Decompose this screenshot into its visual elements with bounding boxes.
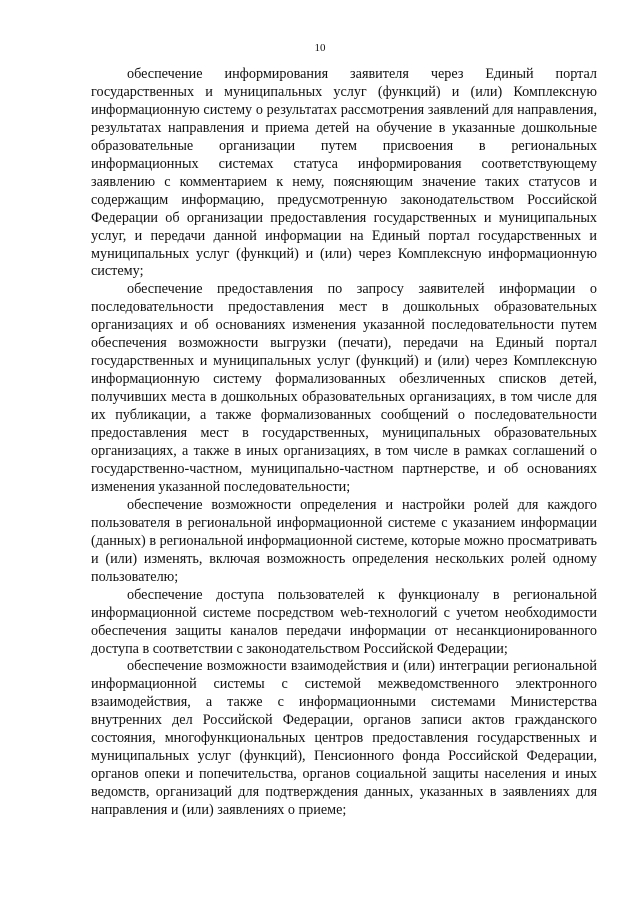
document-body — [91, 66, 597, 820]
paragraph-web-access: обеспечение доступа пользователей к функционалу в региональной информационной системе посредством web-технологий с учетом необходимости обеспечения защиты каналов передачи информации от несанкционированного доступа в соответствии с законодательством Российской Федерации; — [91, 586, 597, 657]
page-number: 10 — [314, 42, 326, 54]
paragraph-queue-information: обеспечение предоставления по запросу заявителей информации о последовательности предоставления мест в дошкольных образовательных организациях и об основаниях изменения указанной последовательности путем обеспечения возможности выгрузки (печати), передачи на Единый портал государственных и муниципальных услуг (функций) и (или) через Комплексную информационную систему формализованных обезличенных списков детей, получивших места в дошкольных образовательных организациях, в том числе для их публикации, а также формализованных сообщений о последовательности предоставления мест в государственных, муниципальных образовательных организациях, а также в иных организациях, в том числе в рамках соглашений о государственно-частном, муниципально-частном партнерстве, и об основаниях изменения указанной последовательности; — [91, 281, 597, 495]
paragraph-user-roles: обеспечение возможности определения и настройки ролей для каждого пользователя в региональной информационной системе с указанием информации (данных) в региональной информационной системе, которые можно просматривать и (или) изменять, включая возможность определения нескольких ролей одному пользователю; — [91, 496, 597, 585]
paragraph-informing-applicant: обеспечение информирования заявителя через Единый портал государственных и муниципальных услуг (функций) и (или) Комплексную информационную систему о результатах рассмотрения заявлений для направления, результатах направления и приема детей на обучение в указанные дошкольные образовательные организации путем присвоения в региональных информационных системах статуса информирования соответствующему заявлению с комментарием к нему, поясняющим значение таких статусов и содержащим информацию, предусмотренную законодательством Российской Федерации об организации предоставления государственных и муниципальных услуг, и передачи данной информации на Единый портал государственных и муниципальных услуг (функций) и (или) через Комплексную информационную систему; — [91, 66, 597, 280]
paragraph-integration: обеспечение возможности взаимодействия и (или) интеграции региональной информационной системы с системой межведомственного электронного взаимодействия, а также с информационными системами Министерства внутренних дел Российской Федерации, органов записи актов гражданского состояния, многофункциональных центров предоставления государственных и муниципальных услуг (функций), Пенсионного фонда Российской Федерации, органов опеки и попечительства, органов социальной защиты населения и иных ведомств, организаций для подтверждения данных, указанных в заявлениях для направления и (или) заявлениях о приеме; — [91, 658, 597, 819]
